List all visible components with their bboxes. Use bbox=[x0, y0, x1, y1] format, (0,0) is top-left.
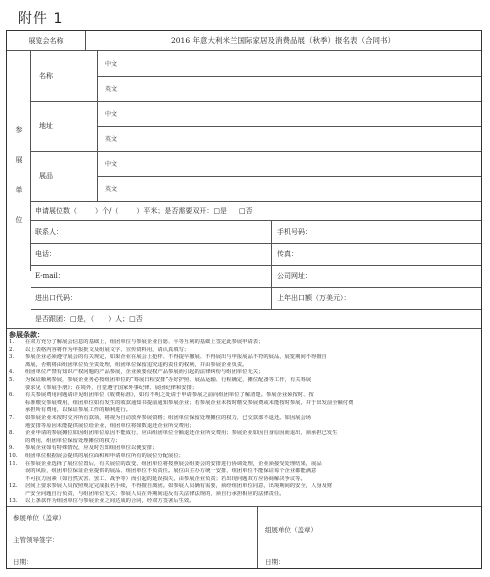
clause-line bbox=[9, 362, 479, 370]
clause-text: 在参展企业选择了展位位置后，有关展位的改变、组团单位将按照展会组委会的安排进行协调处理，企业须接受处理结果，展品 bbox=[25, 460, 322, 467]
clause-number bbox=[9, 438, 25, 446]
clause-line bbox=[9, 476, 479, 484]
clause-line bbox=[9, 453, 479, 461]
clause-line bbox=[9, 377, 479, 385]
double-open-yes-checkbox[interactable]: □ bbox=[213, 206, 220, 215]
visit-group-label: 是否跟团： bbox=[35, 314, 70, 323]
clause-text: 为保证顺利参展，参展企业务必按组团单位的“筹展日程安排”办好护照、展品运输、行程确定、摊位配备等工作，有关筹展 bbox=[25, 376, 312, 383]
clause-line bbox=[9, 347, 479, 355]
clause-text: 要求见《参展手册》；在境外，自觉遵守国家外事纪律、展团纪律和安排； bbox=[25, 384, 198, 391]
clause-line bbox=[9, 385, 479, 393]
clause-text: 居间上要求参展人员按照规定完成报名手续，不得擅自离团。如参展人员确有需要，须经组团单位同意，出境期间的安全，人身及财 bbox=[25, 483, 333, 490]
clause-number bbox=[9, 468, 25, 476]
contact-person-field[interactable]: 联系人： bbox=[35, 228, 63, 236]
clause-number: 12. bbox=[9, 483, 18, 490]
clause-text: 产安全问题自行负责，与组团单位无关；参展人员在外期间违反有关法律法规的，须自行承担相应的法律责任。 bbox=[25, 490, 285, 497]
visit-group-yes-checkbox[interactable]: □ bbox=[70, 314, 77, 323]
clause-text: 承担所有费用，以保证参展工作的顺利进行。 bbox=[25, 407, 131, 414]
export-amount-field[interactable]: 上年出口额（万美元）： bbox=[277, 294, 351, 302]
website-field[interactable]: 公司网址： bbox=[277, 272, 312, 280]
clauses-title: 参展条款： bbox=[9, 330, 44, 339]
exhibitor-date-field[interactable]: 日期： bbox=[13, 558, 33, 566]
import-code-field[interactable]: 进出口代码： bbox=[35, 294, 77, 302]
clause-text: 不可抗力因素（如自然灾害、罢工、战争等）而引起的延误损失，由参展企业负责；若出现问题双方应协商解决争议等。 bbox=[25, 475, 306, 482]
clauses-section bbox=[7, 329, 481, 507]
clause-text: 标准缴交参展费用，组团单位如有发生的收款通知书提前通知参展企业；若参展企业未按时缴交参展费或未能按时参展，并于出发前全额付费 bbox=[25, 399, 354, 406]
clause-line bbox=[9, 430, 479, 438]
clause-line bbox=[9, 369, 479, 377]
clause-number: 13. bbox=[9, 498, 18, 505]
name-zh-field[interactable]: 中文 bbox=[105, 61, 118, 68]
clause-number: 3. bbox=[9, 354, 15, 361]
organizer-date-field[interactable]: 日期： bbox=[265, 558, 285, 566]
booth-sqm-label: ）平米；是否需要双开： bbox=[136, 206, 214, 215]
clause-number: 8. bbox=[9, 430, 15, 437]
clause-number bbox=[9, 385, 25, 393]
booth-label: 申请展位数（ bbox=[35, 206, 77, 215]
double-open-no-checkbox[interactable]: □ bbox=[238, 206, 246, 215]
clause-text: 地安排等原因未能提供展位给企业，组团单位将如数退还企业所交费用； bbox=[25, 422, 195, 429]
clause-text: 有关参展费用问题请详见组团单位《收费标准》，如有不明之处请于申请参展之前向组团单位了解清楚。参展企业须按时、按 bbox=[25, 392, 314, 399]
clause-text: 离展，否则将由组团单位负全责处理，组团单位保留追究违约责任的权利，并由参展企业负责。 bbox=[25, 361, 248, 368]
clause-number: 1. bbox=[9, 339, 15, 345]
clause-text: 以上表格内容将作为申报批文及组展文字、宣传资料用，请认真填写； bbox=[25, 346, 190, 353]
clauses-list bbox=[9, 339, 479, 506]
clause-number: 11. bbox=[9, 460, 18, 467]
form-title: 2016 年意大利米兰国际家居及消费品展（秋季）报名表（合同书） bbox=[171, 36, 395, 45]
phone-field[interactable]: 电话： bbox=[35, 250, 56, 258]
clause-number: 7. bbox=[9, 414, 15, 421]
clause-number: 5. bbox=[9, 376, 15, 383]
exhibitor-side-label: 参 展 单 位 bbox=[7, 51, 31, 271]
field-block bbox=[31, 51, 481, 201]
signature-section bbox=[7, 507, 481, 568]
visit-group-no-checkbox[interactable]: □ bbox=[129, 314, 136, 323]
clause-number bbox=[9, 400, 25, 408]
clause-line bbox=[9, 339, 479, 347]
organizer-stamp-label: 组展单位（盖章） bbox=[265, 526, 317, 534]
clause-line bbox=[9, 400, 479, 408]
clause-text: 组团单位严禁有知识产权问题的产品参展，企业须要侵权产品参展而引起的法律纠纷与组团单位无关； bbox=[25, 369, 264, 376]
clause-line bbox=[9, 461, 479, 469]
clause-line bbox=[9, 407, 479, 415]
booth-row: 申请展位数（ ）个/（ ）平米；是否需要双开： □ 是 □ 否 bbox=[31, 201, 481, 221]
clause-line bbox=[9, 438, 479, 446]
clause-text: 组团单位根据展会提供的展位面积和申请单位所有的展位分配展位； bbox=[25, 452, 184, 459]
clause-text: 以上条款作为组团单位与参展企业之间达成的合同，经双方签署后生效。 bbox=[25, 498, 195, 505]
clause-line bbox=[9, 392, 479, 400]
address-zh-field[interactable]: 中文 bbox=[105, 111, 118, 118]
clause-text: 误的风险，组团单位保证企业提供的展品、组团单位不负责任。展位由主办方统一安排，组团单位不能保证每个企业都能满意 bbox=[25, 468, 317, 475]
clause-number bbox=[9, 362, 25, 370]
leader-signature-field[interactable]: 主管领导签字： bbox=[13, 536, 59, 544]
clause-line bbox=[9, 415, 479, 423]
email-field[interactable]: E-mail： bbox=[35, 272, 65, 280]
exhibits-en-field[interactable]: 英文 bbox=[105, 186, 118, 193]
clause-number: 9. bbox=[9, 445, 15, 452]
clause-number bbox=[9, 476, 25, 484]
clause-line bbox=[9, 483, 479, 491]
clause-number bbox=[9, 407, 25, 415]
exhibition-name-label: 展览会名称 bbox=[28, 36, 64, 45]
address-en-field[interactable]: 英文 bbox=[105, 136, 118, 143]
visit-group-row: 是否跟团： □ 是，（ ）人； □ 否 bbox=[7, 309, 481, 329]
address-label: 地址 bbox=[39, 122, 53, 130]
attachment-label: 附件 1 bbox=[18, 11, 64, 27]
clause-text: 参展企业如有特殊情况，应及时告知组团单位以便安排； bbox=[25, 445, 158, 452]
clause-text: 在双方充分了解展会信息的基础上，组团单位与参展企业自愿、平等互利的基础上签定此参展申请表； bbox=[25, 339, 264, 345]
clause-line bbox=[9, 491, 479, 499]
clause-text: 参展企业必须遵守展会的有关规定，如果企业在展会上抢样、不得提早撤展、不得展出与申报展品不符的展品，展览期间不得擅自 bbox=[25, 354, 327, 361]
exhibits-label: 展品 bbox=[39, 172, 53, 180]
clause-line bbox=[9, 498, 479, 506]
clause-number: 10. bbox=[9, 452, 18, 459]
header-row bbox=[7, 31, 481, 51]
mobile-field[interactable]: 手机号码： bbox=[277, 228, 312, 236]
clause-number bbox=[9, 423, 25, 431]
clause-number bbox=[9, 491, 25, 499]
fax-field[interactable]: 传真： bbox=[277, 250, 298, 258]
clause-text: 企业申请的参展摊位如因组团单位原因不能成行，应由组团单位全额退还企业所交费用；参展企业如因自身原因而退出，须承担已发生 bbox=[25, 430, 338, 437]
clause-line bbox=[9, 354, 479, 362]
clause-number: 6. bbox=[9, 392, 15, 399]
clause-line bbox=[9, 468, 479, 476]
contact-block bbox=[31, 221, 481, 309]
clause-number: 4. bbox=[9, 369, 15, 376]
name-en-field[interactable]: 英文 bbox=[105, 86, 118, 93]
registration-form bbox=[6, 30, 482, 569]
exhibits-zh-field[interactable]: 中文 bbox=[105, 161, 118, 168]
clause-line bbox=[9, 423, 479, 431]
clause-number: 2. bbox=[9, 346, 15, 353]
clause-text: 的费用，组团单位保留处理摊位的权力； bbox=[25, 437, 121, 444]
exhibitor-stamp-label: 参展单位（盖章） bbox=[13, 514, 65, 522]
clause-line bbox=[9, 445, 479, 453]
clause-text: 如参展企业未按时交齐所有款项，将视为自动放弃参展资格；组团单位保留处理摊位的权力，已交款部不退还。如因展会场 bbox=[25, 414, 312, 421]
name-label: 名称 bbox=[39, 72, 53, 80]
